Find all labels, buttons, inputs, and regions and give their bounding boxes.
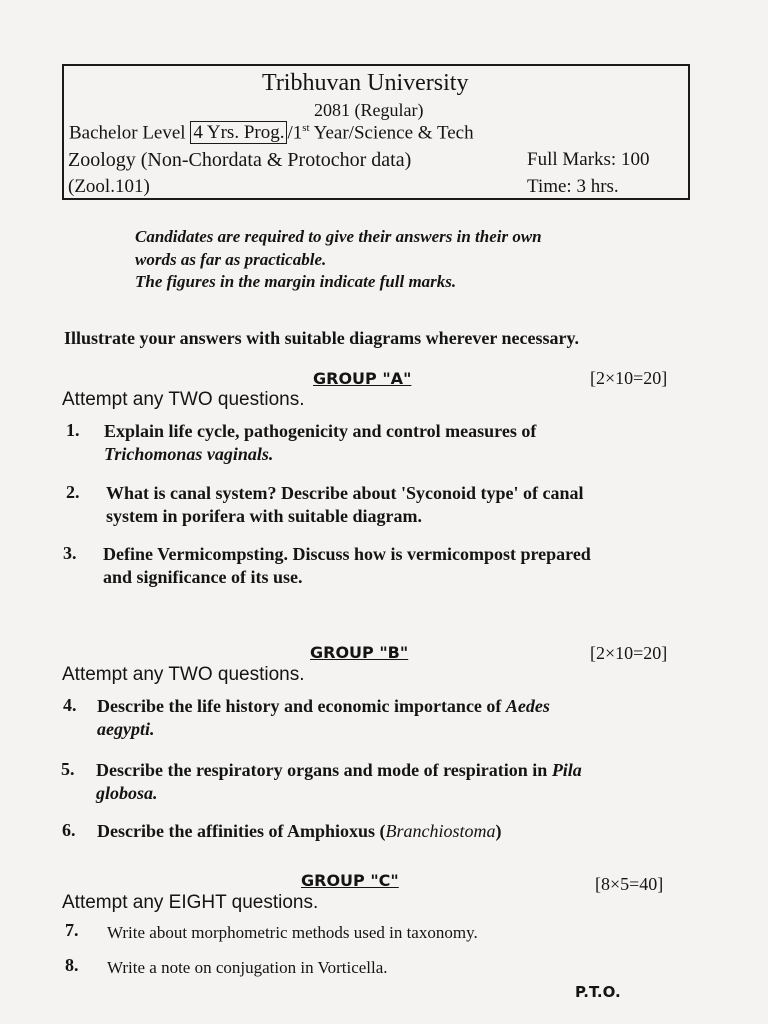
time-allowed: Time: 3 hrs. bbox=[527, 176, 619, 197]
question-number: 1. bbox=[66, 420, 80, 440]
group-a-title: GROUP "A" bbox=[313, 369, 412, 388]
year-slash: / bbox=[287, 122, 293, 144]
question-text: Describe the respiratory organs and mode of respiration in Pila globosa. bbox=[96, 760, 582, 803]
question-number: 6. bbox=[62, 820, 76, 840]
instruction-line-3: The figures in the margin indicate full marks. bbox=[135, 272, 457, 291]
group-b-title: GROUP "B" bbox=[310, 643, 409, 662]
question-text: Define Vermicompsting. Discuss how is vermicompost prepared and significance of its use. bbox=[103, 544, 591, 587]
subject: Zoology (Non-Chordata & Protochor data) bbox=[68, 149, 412, 171]
faculty: Year/Science & Tech bbox=[313, 122, 474, 144]
exam-year: 2081 (Regular) bbox=[314, 100, 424, 120]
question-text: Describe the life history and economic importance of Aedes aegypti. bbox=[97, 696, 550, 739]
group-a-marks: [2×10=20] bbox=[590, 368, 668, 388]
question-number: 5. bbox=[61, 759, 75, 779]
question-number: 8. bbox=[65, 955, 79, 975]
question-text: Write a note on conjugation in Vorticella. bbox=[107, 958, 388, 977]
question-number: 3. bbox=[63, 543, 77, 563]
level-label: Bachelor Level bbox=[69, 122, 186, 144]
year-number: 1 bbox=[292, 122, 303, 144]
full-marks: Full Marks: 100 bbox=[527, 149, 650, 170]
program-boxed: 4 Yrs. Prog. bbox=[190, 121, 287, 144]
question-text: Describe the affinities of Amphioxus (Branchiostoma) bbox=[97, 821, 502, 841]
question-text: Write about morphometric methods used in taxonomy. bbox=[107, 923, 478, 942]
instruction-line-2: words as far as practicable. bbox=[135, 250, 327, 269]
question-number: 4. bbox=[63, 695, 77, 715]
course-code: (Zool.101) bbox=[68, 176, 150, 197]
general-instruction: Illustrate your answers with suitable diagrams wherever necessary. bbox=[64, 328, 579, 348]
group-c-title: GROUP "C" bbox=[301, 871, 399, 890]
instruction-line-1: Candidates are required to give their answers in their own bbox=[135, 227, 542, 246]
question-text: What is canal system? Describe about 'Syconoid type' of canal system in porifera with suitable diagram. bbox=[106, 483, 584, 526]
group-b-attempt: Attempt any TWO questions. bbox=[62, 664, 305, 685]
group-c-attempt: Attempt any EIGHT questions. bbox=[62, 892, 319, 913]
group-b-marks: [2×10=20] bbox=[590, 643, 668, 663]
program-line bbox=[69, 122, 474, 144]
group-a-attempt: Attempt any TWO questions. bbox=[62, 389, 305, 410]
question-text: Explain life cycle, pathogenicity and control measures of Trichomonas vaginals. bbox=[104, 421, 537, 464]
question-number: 2. bbox=[66, 482, 80, 502]
group-c-marks: [8×5=40] bbox=[595, 874, 664, 894]
question-number: 7. bbox=[65, 920, 79, 940]
university-name: Tribhuvan University bbox=[262, 70, 469, 96]
year-suffix: st bbox=[302, 122, 310, 134]
page-turn-note: P.T.O. bbox=[575, 983, 621, 1001]
